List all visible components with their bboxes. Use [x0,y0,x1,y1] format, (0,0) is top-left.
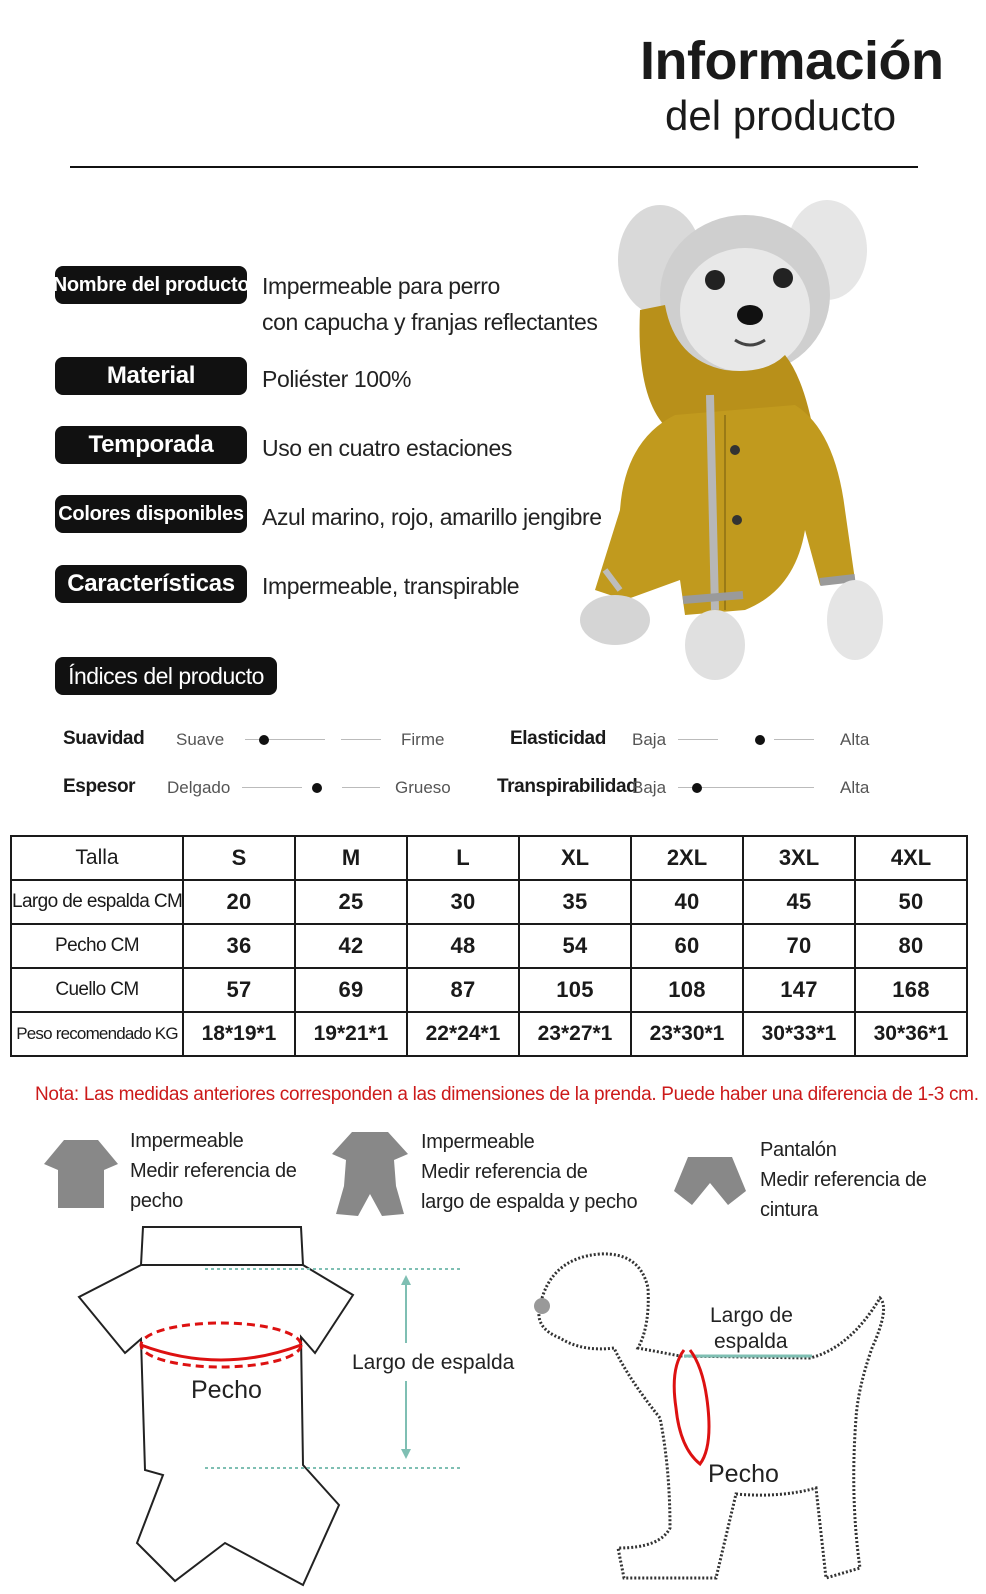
index-scale-softness [245,735,395,745]
index-label-thickness: Espesor [63,776,136,797]
index-label-elasticity: Elasticidad [510,728,606,749]
table-row [11,880,967,924]
info-label-season: Temporada [55,426,247,464]
table-row-label: Peso recomendado KG [11,1012,183,1056]
legend-text-shirt: Impermeable Medir referencia de pecho [130,1130,297,1212]
title-divider [70,166,918,168]
size-note: Nota: Las medidas anteriores corresponden a las dimensiones de la prenda. Puede haber una diferencia de 1-3 cm. [35,1084,979,1105]
table-cell: 147 [743,968,855,1012]
table-cell: 45 [743,880,855,924]
indices-title: Índices del producto [55,657,277,695]
index-marker-softness [259,735,269,745]
info-value-colors: Azul marino, rojo, amarillo jengibre [262,504,602,530]
table-cell: 54 [519,924,631,968]
table-row [11,924,967,968]
table-cell: 30*33*1 [743,1012,855,1056]
index-max-thickness: Grueso [395,778,451,797]
table-header-cell: 2XL [631,836,743,880]
garment-back-length-label: Largo de espalda [352,1351,515,1374]
legend-text-pants: Pantalón Medir referencia de cintura [760,1139,927,1221]
table-cell: 168 [855,968,967,1012]
table-cell: 105 [519,968,631,1012]
table-header-cell: 4XL [855,836,967,880]
table-cell: 70 [743,924,855,968]
dog-measure-diagram [520,1248,900,1588]
index-min-elasticity: Baja [632,730,667,749]
index-min-softness: Suave [176,730,225,749]
info-label-colors: Colores disponibles [55,495,247,533]
page-title: Información [640,31,944,91]
table-cell: 40 [631,880,743,924]
table-cell: 57 [183,968,295,1012]
table-cell: 25 [295,880,407,924]
table-cell: 23*27*1 [519,1012,631,1056]
table-cell: 23*30*1 [631,1012,743,1056]
table-cell: 60 [631,924,743,968]
table-cell: 69 [295,968,407,1012]
info-label-material: Material [55,357,247,395]
index-scale-thickness [242,783,392,793]
table-header-cell: XL [519,836,631,880]
info-value-features: Impermeable, transpirable [262,573,520,599]
index-label-breathability: Transpirabilidad [497,776,638,797]
index-max-elasticity: Alta [840,730,870,749]
table-header-cell: L [407,836,519,880]
table-cell: 22*24*1 [407,1012,519,1056]
index-min-breathability: Baja [632,778,667,797]
info-value-material: Poliéster 100% [262,366,412,392]
garment-measure-diagram [75,1225,475,1590]
index-min-thickness: Delgado [167,778,231,797]
pants-icon [672,1155,748,1207]
table-header-cell: S [183,836,295,880]
index-max-softness: Firme [401,730,445,749]
page-subtitle: del producto [665,92,897,139]
dog-chest-label: Pecho [708,1460,779,1488]
dog-back-length-label-line1: Largo de [710,1304,793,1327]
table-header-cell: Talla [11,836,183,880]
size-table [10,835,968,1057]
table-row-label: Pecho CM [11,924,183,968]
table-cell: 80 [855,924,967,968]
table-cell: 87 [407,968,519,1012]
table-cell: 30*36*1 [855,1012,967,1056]
table-cell: 108 [631,968,743,1012]
info-value-product-name-line2: con capucha y franjas reflectantes [262,309,598,335]
table-row [11,968,967,1012]
jumpsuit-icon [330,1130,410,1218]
table-cell: 35 [519,880,631,924]
index-marker-thickness [312,783,322,793]
table-cell: 36 [183,924,295,968]
index-scale-elasticity [678,735,828,745]
dog-in-yellow-raincoat-image [565,190,915,700]
info-value-season: Uso en cuatro estaciones [262,435,512,461]
table-cell: 19*21*1 [295,1012,407,1056]
shirt-icon [42,1138,120,1210]
table-cell: 18*19*1 [183,1012,295,1056]
table-row-label: Cuello CM [11,968,183,1012]
info-value-product-name-line1: Impermeable para perro [262,273,500,299]
table-cell: 50 [855,880,967,924]
table-cell: 30 [407,880,519,924]
legend-text-jumpsuit: Impermeable Medir referencia de largo de espalda y pecho [421,1131,638,1213]
dog-back-length-label-line2: espalda [714,1330,788,1353]
index-marker-elasticity [755,735,765,745]
table-header-cell: 3XL [743,836,855,880]
table-row-label: Largo de espalda CM [11,880,183,924]
index-scale-breathability [678,783,828,793]
table-cell: 48 [407,924,519,968]
table-row [11,1012,967,1056]
table-header-cell: M [295,836,407,880]
garment-chest-label: Pecho [191,1376,262,1404]
table-cell: 42 [295,924,407,968]
index-label-softness: Suavidad [63,728,145,749]
info-label-features: Características [55,565,247,603]
index-max-breathability: Alta [840,778,870,797]
info-label-product-name: Nombre del producto [55,266,247,304]
table-cell: 20 [183,880,295,924]
size-table-header-row [11,836,967,880]
index-marker-breathability [692,783,702,793]
